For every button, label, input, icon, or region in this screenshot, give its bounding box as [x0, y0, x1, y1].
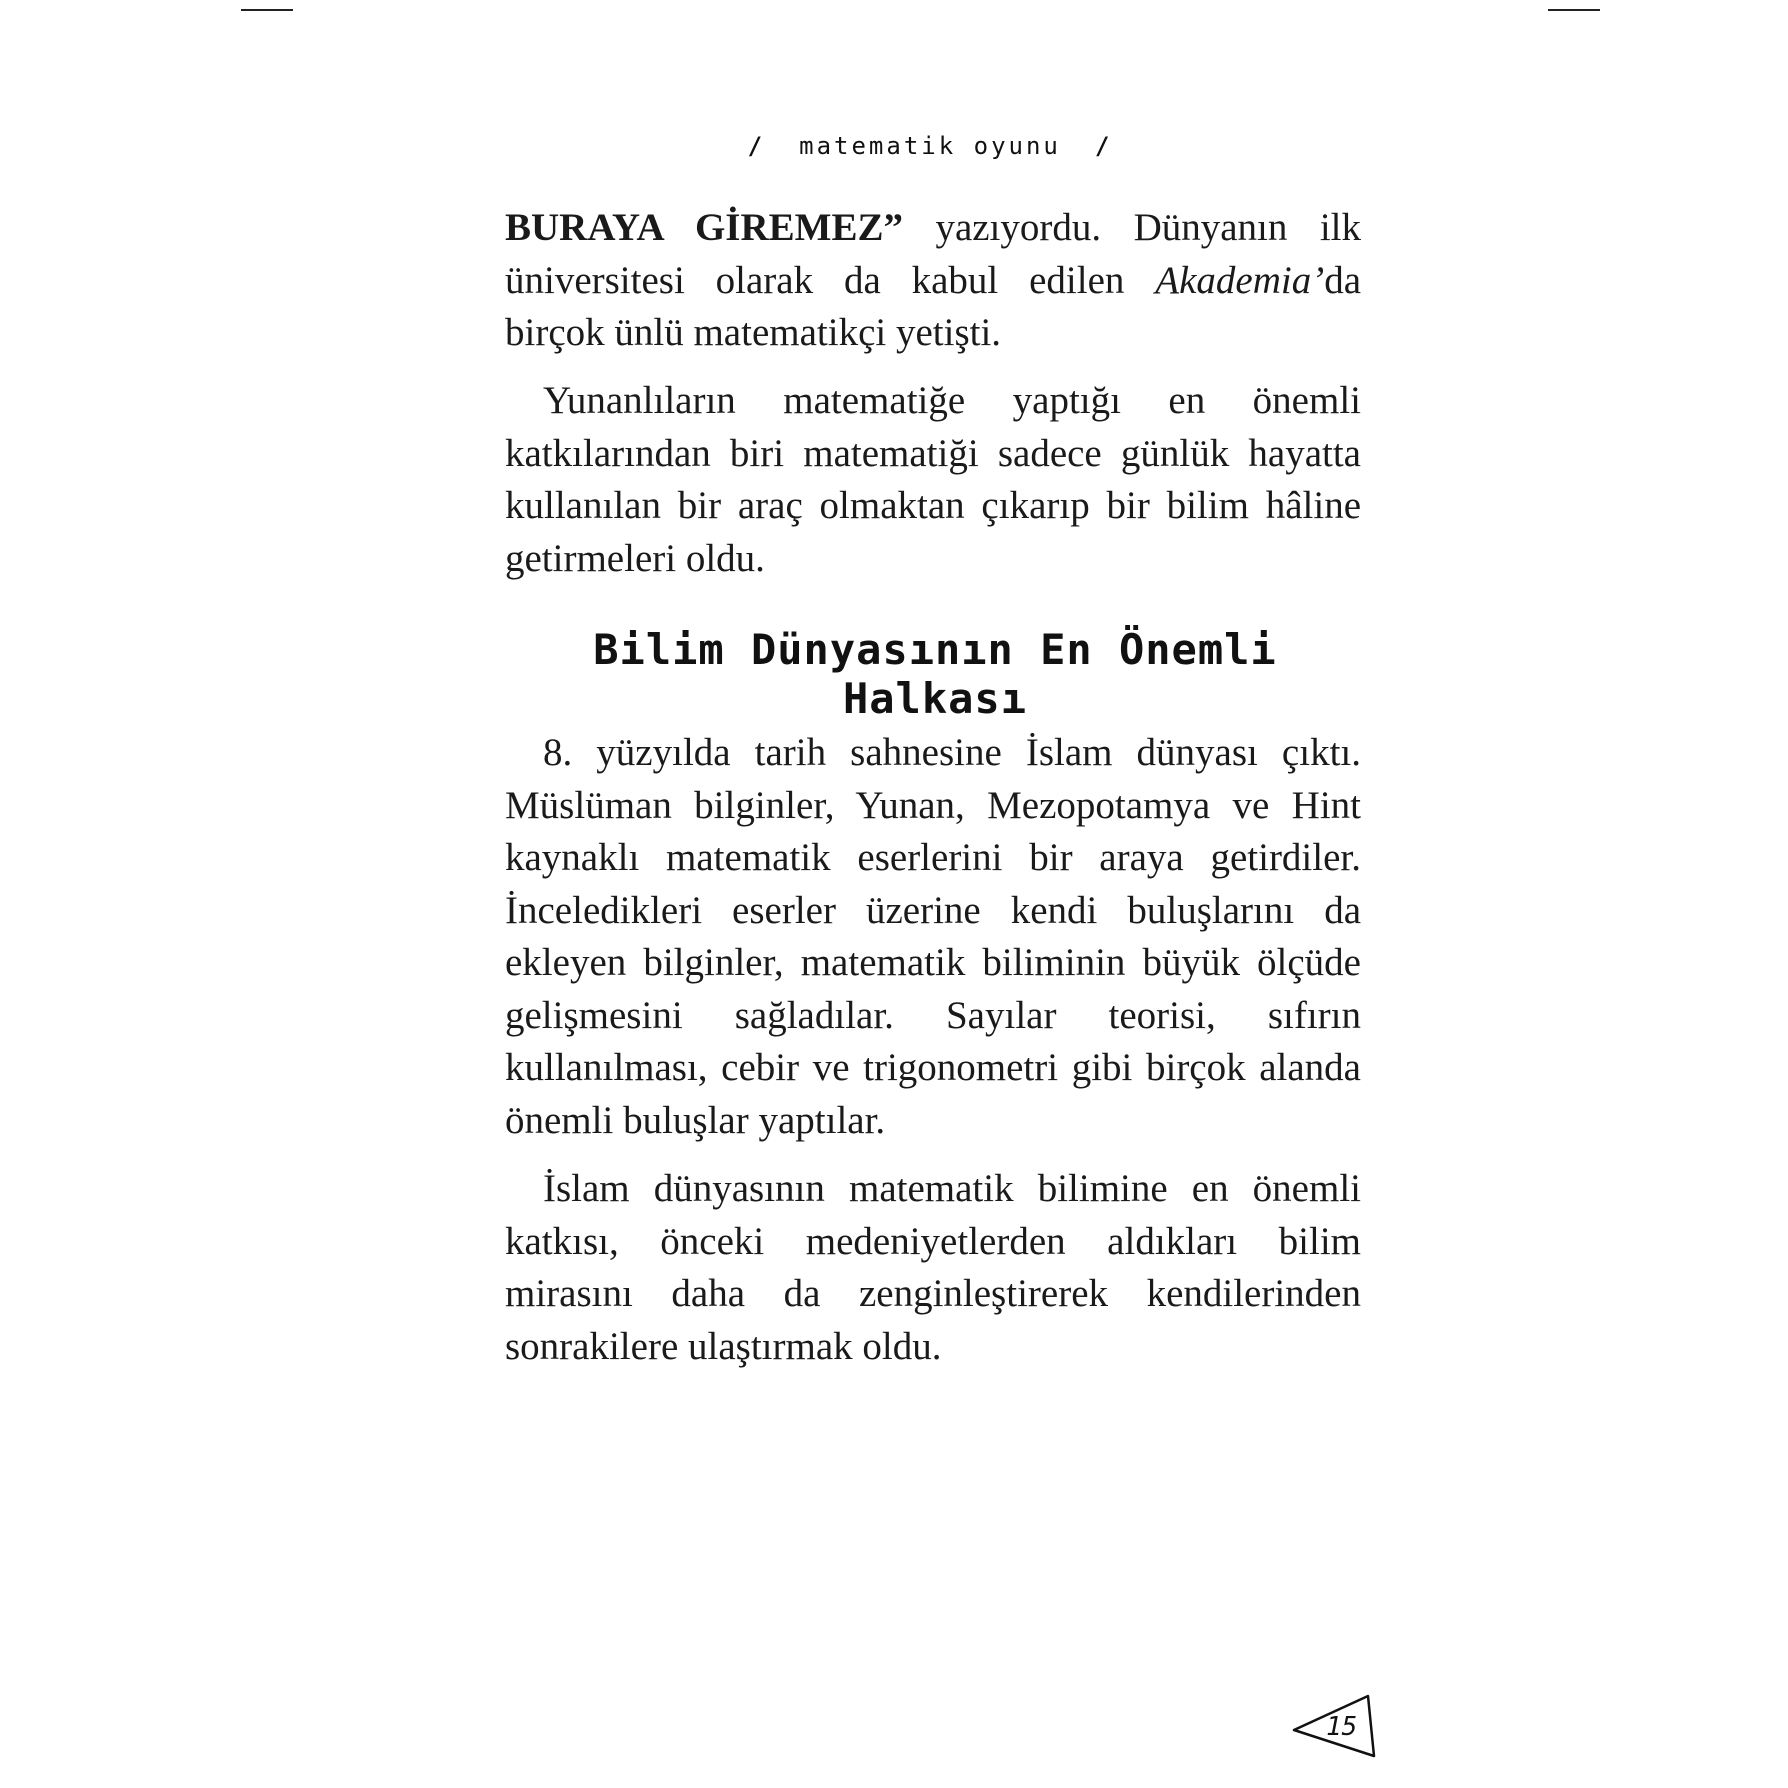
- paragraph-3: [505, 727, 1361, 1147]
- section-heading: Bilim Dünyasının En Önemli Halkası: [593, 625, 1277, 723]
- paragraph-4-text: İslam dünyasının matematik bilimine en önemli katkısı, önceki medeniyetlerden aldıkları bilim mirasını daha da zenginleştirerek kendilerinden sonrakilere ulaştırmak oldu.: [505, 1167, 1361, 1368]
- paragraph-1-text-a: yazıyordu. Dünyanın ilk üniversitesi olarak da kabul edilen: [505, 206, 1361, 302]
- paragraph-2: [505, 375, 1361, 585]
- running-head-right-slash: /: [1094, 132, 1113, 160]
- paragraph-1: [505, 202, 1361, 360]
- paragraph-1-text-b: da birçok ünlü matematikçi yetişti.: [505, 258, 1361, 354]
- running-head-left-slash: /: [747, 132, 766, 160]
- page-number-badge: [1290, 1690, 1380, 1760]
- page-number: 15: [1326, 1712, 1358, 1742]
- paragraph-3-text: 8. yüzyılda tarih sahnesine İslam dünyası çıktı. Müslüman bilginler, Yunan, Mezopotamya ve Hint kaynaklı matematik eserlerini bir araya getirdiler. İnceledikleri eserler üzerine kendi buluşlarını da ekleyen bilginler, matematik biliminin büyük ölçüde gelişmesini sağladılar. Sayılar teorisi, sıfırın kullanılması, cebir ve trigonometri gibi birçok alanda önemli buluşlar yaptılar.: [505, 731, 1361, 1142]
- bold-lead: BURAYA GİREMEZ”: [505, 206, 903, 249]
- paragraph-4: [505, 1163, 1361, 1373]
- crop-mark-right: [1548, 9, 1600, 11]
- crop-mark-left: [241, 9, 293, 11]
- italic-term: Akademia’: [1155, 258, 1325, 302]
- paragraph-2-text: Yunanlıların matematiğe yaptığı en önemli katkılarından biri matematiği sadece günlük hayatta kullanılan bir araç olmaktan çıkarıp bir bilim hâline getirmeleri oldu.: [505, 379, 1361, 580]
- running-head: [500, 132, 1360, 160]
- running-head-title: matematik oyunu: [799, 132, 1061, 160]
